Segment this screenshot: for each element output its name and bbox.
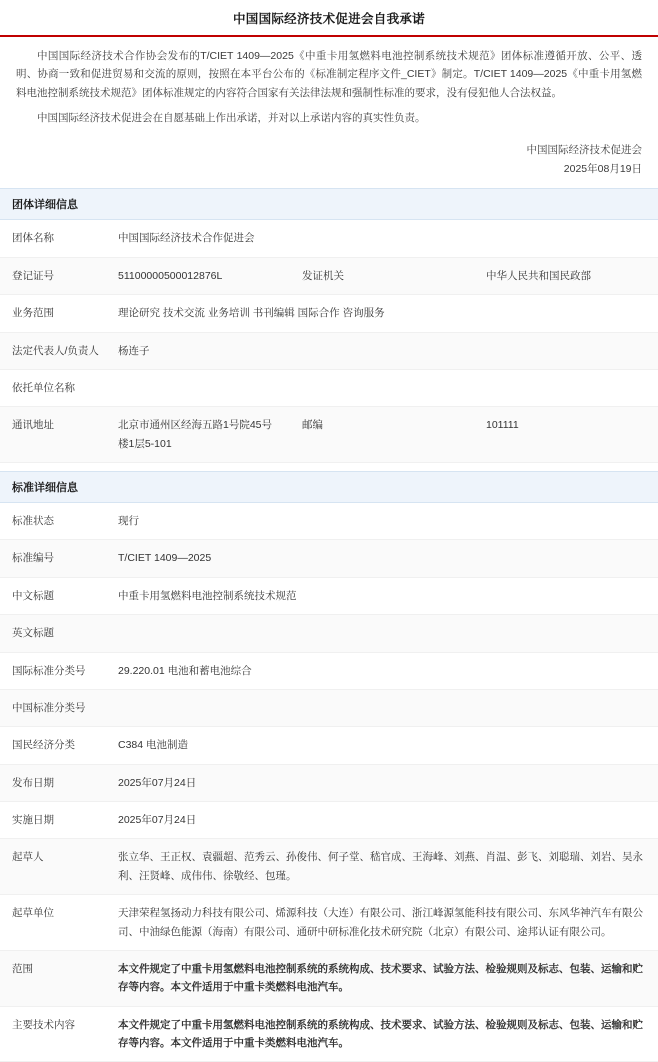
table-row [0,764,658,801]
row-label-secondary: 发证机关 [290,257,474,294]
row-label: 法定代表人/负责人 [0,332,106,369]
row-value [106,689,658,726]
row-value: 北京市通州区经海五路1号院45号楼1层5-101 [106,407,290,463]
row-label: 团体名称 [0,220,106,257]
row-value: T/CIET 1409—2025 [106,540,658,577]
table-row [0,540,658,577]
table-row [0,220,658,257]
table-row [0,257,658,294]
table-row [0,615,658,652]
page-title: 中国国际经济技术促进会自我承诺 [0,0,658,37]
standard-info-table [0,503,658,1062]
table-row [0,727,658,764]
table-row [0,369,658,406]
signature-name: 中国国际经济技术促进会 [526,143,642,156]
table-row [0,839,658,895]
table-row [0,802,658,839]
row-label: 起草人 [0,839,106,895]
row-value [106,369,658,406]
row-label: 依托单位名称 [0,369,106,406]
row-value: C384 电池制造 [106,727,658,764]
row-value [106,615,658,652]
row-value: 2025年07月24日 [106,764,658,801]
section-header-standard: 标准详细信息 [0,471,658,503]
row-label: 标准状态 [0,503,106,540]
row-value: 2025年07月24日 [106,802,658,839]
row-value: 天津荣程氢扬动力科技有限公司、烯源科技（大连）有限公司、浙江峰源氢能科技有限公司、东风华神汽车有限公司、中油绿色能源（海南）有限公司、通研中研标准化技术研究院（北京）有限公司、途邦认证有限公司。 [106,895,658,951]
table-row [0,689,658,726]
table-row [0,295,658,332]
row-label: 国际标准分类号 [0,652,106,689]
row-label: 起草单位 [0,895,106,951]
row-label: 业务范围 [0,295,106,332]
table-row [0,895,658,951]
row-value-secondary: 中华人民共和国民政部 [474,257,658,294]
row-value: 现行 [106,503,658,540]
row-label: 实施日期 [0,802,106,839]
row-label: 英文标题 [0,615,106,652]
row-label: 通讯地址 [0,407,106,463]
row-label: 登记证号 [0,257,106,294]
row-label: 国民经济分类 [0,727,106,764]
row-label: 主要技术内容 [0,1006,106,1062]
intro-paragraph-1: 中国国际经济技术合作协会发布的T/CIET 1409—2025《中重卡用氢燃料电池控制系统技术规范》团体标准遵循开放、公平、透明、协商一致和促进贸易和交流的原则，按照在本平台公布的《标准制定程序文件_CIET》制定。T/CIET 1409—2025《中重卡用氢燃料电池控制系统技术规范》团体标准规定的内容符合国家有关法律法规和强制性标准的要求，没有侵犯他人合法权益。 [16,50,642,99]
row-label: 中文标题 [0,577,106,614]
row-value: 本文件规定了中重卡用氢燃料电池控制系统的系统构成、技术要求、试验方法、检验规则及标志、包装、运输和贮存等内容。本文件适用于中重卡类燃料电池汽车。 [106,950,658,1006]
table-row [0,577,658,614]
table-row [0,332,658,369]
row-value: 中重卡用氢燃料电池控制系统技术规范 [106,577,658,614]
row-label: 范围 [0,950,106,1006]
table-row [0,503,658,540]
row-value: 29.220.01 电池和蓄电池综合 [106,652,658,689]
table-row [0,407,658,463]
intro-block [0,37,658,139]
row-value: 中国国际经济技术合作促进会 [106,220,658,257]
row-value-secondary: 101111 [474,407,658,463]
row-value: 51100000500012876L [106,257,290,294]
section-header-group: 团体详细信息 [0,188,658,220]
signature-date: 2025年08月19日 [563,163,642,176]
row-label: 中国标准分类号 [0,689,106,726]
row-label-secondary: 邮编 [290,407,474,463]
row-label: 标准编号 [0,540,106,577]
row-label: 发布日期 [0,764,106,801]
row-value: 杨连子 [106,332,658,369]
table-row [0,1006,658,1062]
row-value: 本文件规定了中重卡用氢燃料电池控制系统的系统构成、技术要求、试验方法、检验规则及标志、包装、运输和贮存等内容。本文件适用于中重卡类燃料电池汽车。 [106,1006,658,1062]
signature-block [0,139,658,181]
row-value: 张立华、王正权、袁疆超、范秀云、孙俊伟、何子堂、嵇官成、王海峰、刘燕、肖温、彭飞、刘聪瑞、刘岩、吴永利、汪贤峰、成伟伟、徐敬经、包瑾。 [106,839,658,895]
group-info-table [0,220,658,463]
table-row [0,652,658,689]
table-row [0,950,658,1006]
row-value: 理论研究 技术交流 业务培训 书刊编辑 国际合作 咨询服务 [106,295,658,332]
intro-paragraph-2: 中国国际经济技术促进会在自愿基础上作出承诺，并对以上承诺内容的真实性负责。 [37,112,426,125]
